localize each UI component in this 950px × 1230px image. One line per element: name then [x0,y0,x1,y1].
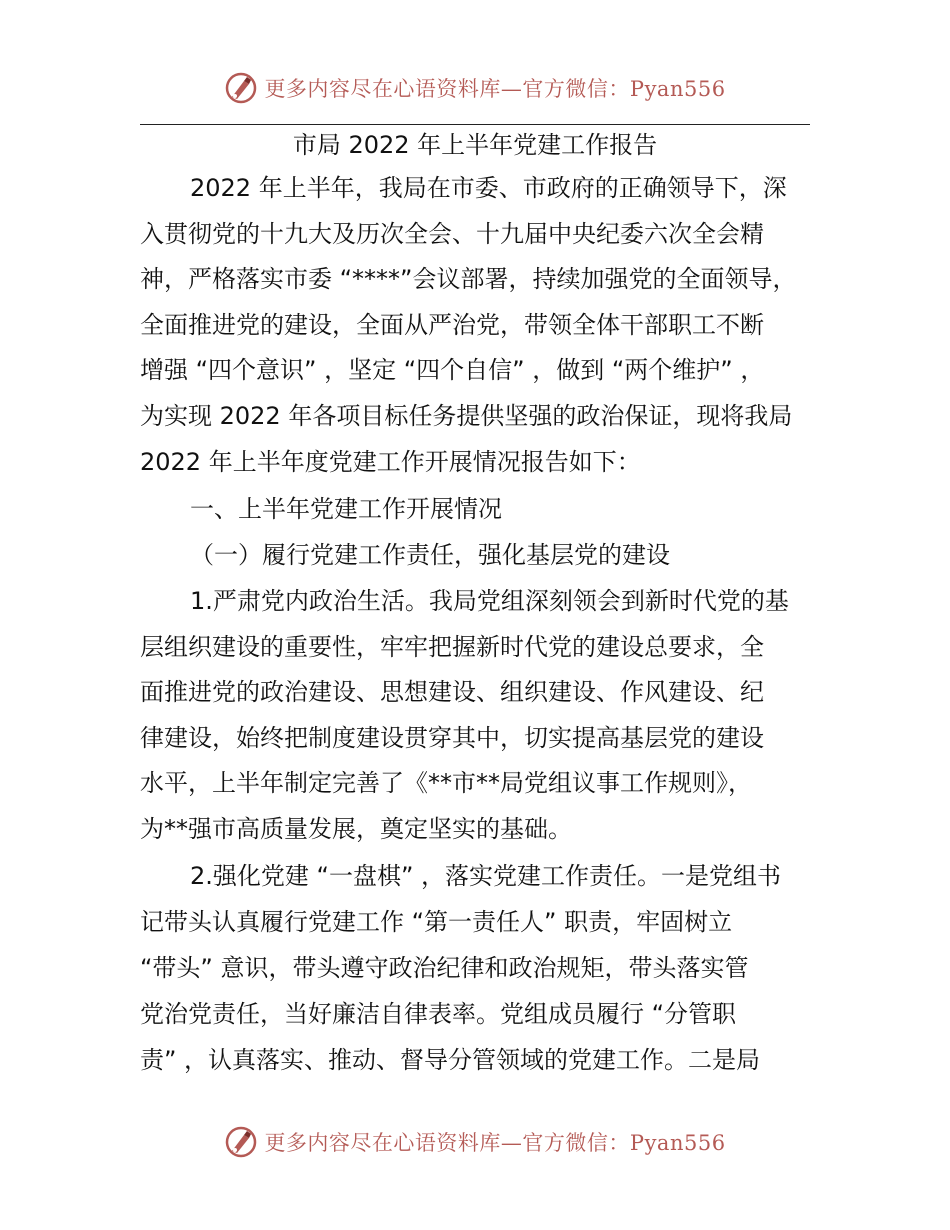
paragraph-line: 为**强市高质量发展，奠定坚实的基础。 [140,815,572,843]
paragraph-line: 1.严肃党内政治生活。我局党组深刻领会到新时代党的基 [190,587,789,615]
paragraph-line: 入贯彻党的十九大及历次全会、十九届中央纪委六次全会精 [140,220,764,248]
paragraph-line: 党治党责任，当好廉洁自律表率。党组成员履行 “分管职 [140,1000,737,1028]
document-title: 市局 2022 年上半年党建工作报告 [292,131,658,159]
paragraph-line: 2.强化党建 “一盘棋” ，落实党建工作责任。一是党组书 [190,862,782,890]
paragraph-line: 水平，上半年制定完善了《**市**局党组议事工作规则》， [140,769,752,797]
paragraph-line: 律建设，始终把制度建设贯穿其中，切实提高基层党的建设 [140,724,764,752]
header-watermark [0,68,950,108]
paragraph-line: 为实现 2022 年各项目标任务提供坚强的政治保证，现将我局 [140,402,793,430]
paragraph-line: 层组织建设的重要性，牢牢把握新时代党的建设总要求，全 [140,633,764,661]
subsection-heading: （一）履行党建工作责任，强化基层党的建设 [190,541,670,569]
pen-logo-icon [224,71,258,105]
paragraph-line: 增强 “四个意识” ，坚定 “四个自信” ，做到 “两个维护” ， [140,356,765,384]
watermark-text: 更多内容尽在心语资料库—官方微信：Pyan556 [264,77,726,101]
header-divider [140,124,810,125]
paragraph-line: 面推进党的政治建设、思想建设、组织建设、作风建设、纪 [140,678,764,706]
paragraph-line: 2022 年上半年，我局在市委、市政府的正确领导下，深 [190,174,787,202]
paragraph-line: 记带头认真履行党建工作 “第一责任人” 职责，牢固树立 [140,908,733,936]
paragraph-line: 全面推进党的建设，全面从严治党，带领全体干部职工不断 [140,311,764,339]
paragraph-line: “带头” 意识，带头遵守政治纪律和政治规矩，带头落实管 [140,954,749,982]
paragraph-line: 神，严格落实市委 “****”会议部署，持续加强党的全面领导， [140,265,797,293]
paragraph-line: 责” ，认真落实、推动、督导分管领域的党建工作。二是局 [140,1046,761,1074]
pen-logo-icon [224,1125,258,1159]
paragraph-line: 2022 年上半年度党建工作开展情况报告如下： [140,448,641,476]
watermark-text: 更多内容尽在心语资料库—官方微信：Pyan556 [264,1131,726,1155]
section-heading: 一、上半年党建工作开展情况 [190,495,502,523]
footer-watermark [0,1122,950,1162]
